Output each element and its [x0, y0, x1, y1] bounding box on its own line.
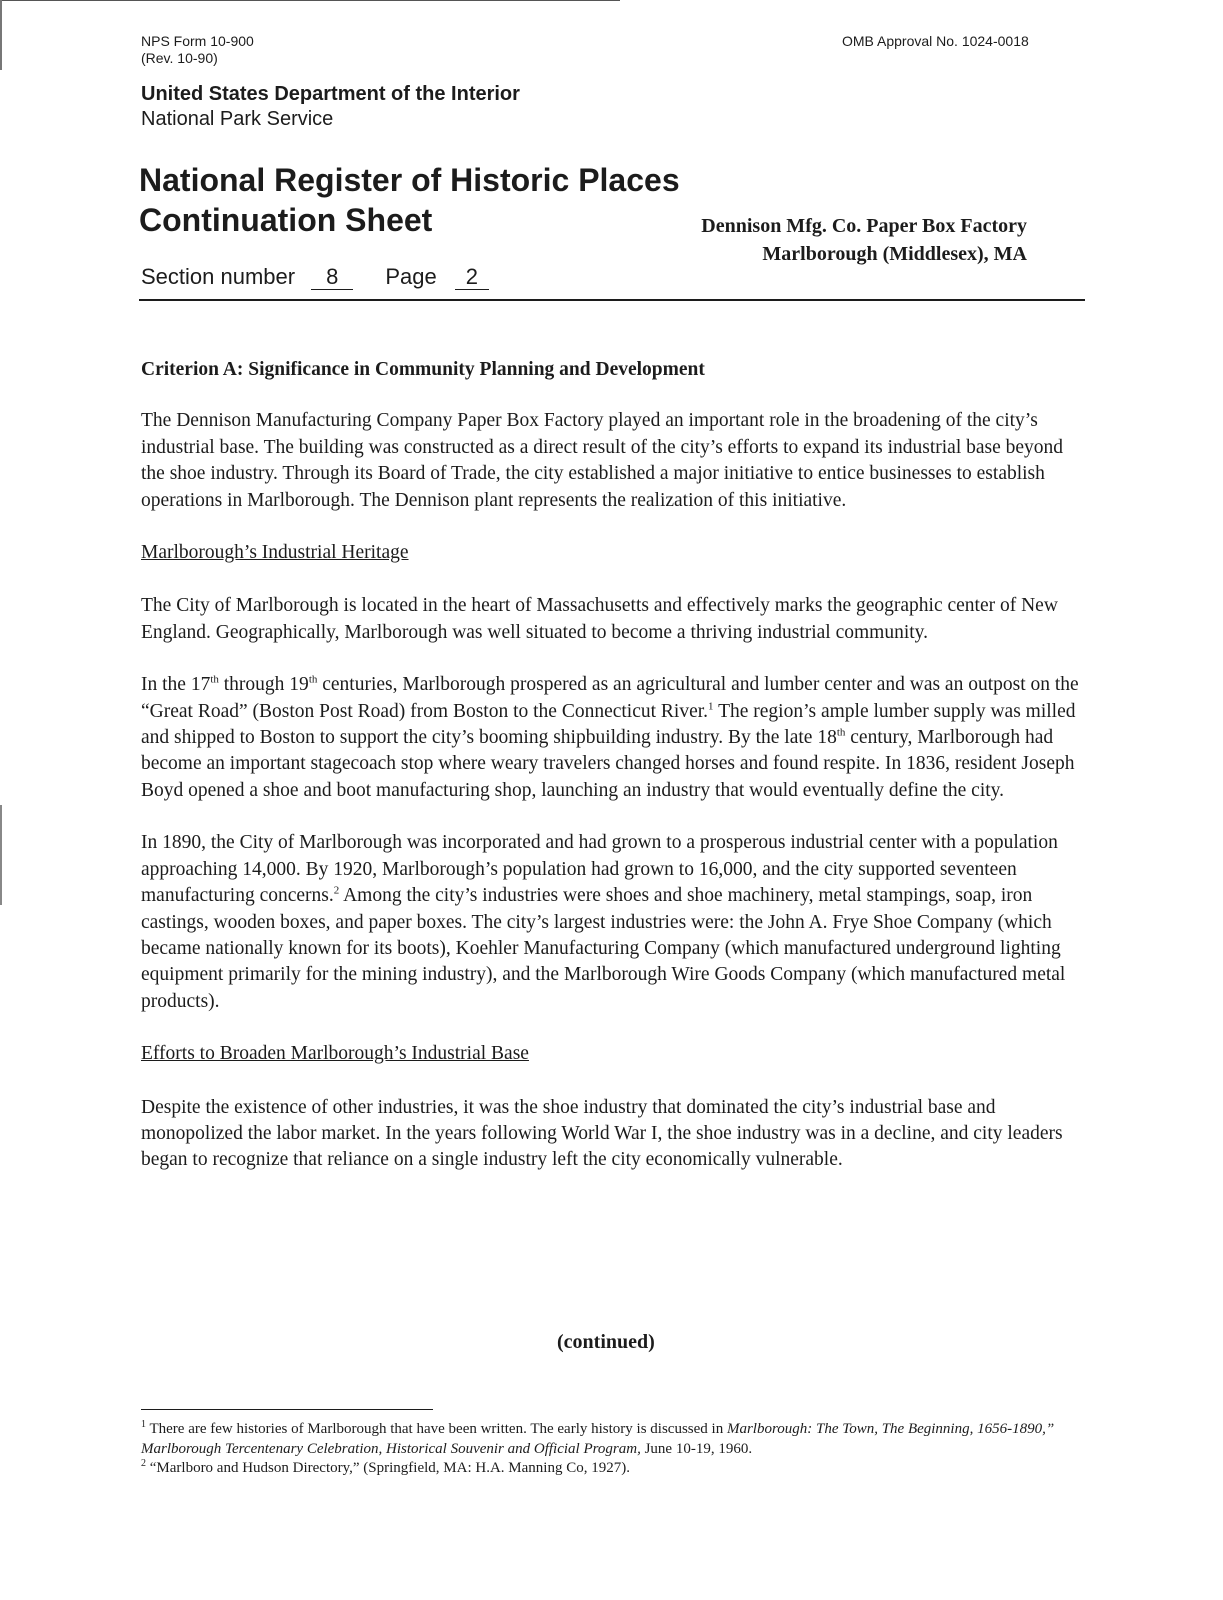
subheading-industrial-heritage: Marlborough’s Industrial Heritage — [141, 542, 409, 564]
footnote-reference: 1 — [708, 700, 714, 713]
text-run: The region’s ample lumber supply was milled and shipped to Boston to support the city’s booming shipbuilding industry. By the late 18 — [141, 700, 1076, 749]
paragraph-early-history — [141, 672, 1086, 804]
page-label: Page — [385, 264, 437, 289]
scan-edge-left-lower — [0, 805, 2, 905]
property-info — [701, 212, 1027, 268]
page-number-value: 2 — [455, 265, 489, 290]
text-run: century, Marlborough had become an important stagecoach stop where weary travelers changed horses and found respite. In 1836, resident Joseph Boyd opened a shoe and boot manufacturing shop, launching an industry that would eventually define the city. — [141, 727, 1075, 801]
criterion-heading: Criterion A: Significance in Community Planning and Development — [141, 359, 705, 380]
subheading-broaden-base: Efforts to Broaden Marlborough’s Industrial Base — [141, 1043, 529, 1065]
ordinal-superscript: th — [210, 673, 219, 686]
agency-name: National Park Service — [141, 108, 334, 130]
text-run: “Marlboro and Hudson Directory,” (Springfield, MA: H.A. Manning Co, 1927). — [146, 1460, 630, 1476]
text-run: There are few histories of Marlborough that have been written. The early history is discussed in — [146, 1421, 727, 1437]
paragraph-geography: The City of Marlborough is located in the heart of Massachusetts and effectively marks the geographic center of New England. Geographically, Marlborough was well situated to become a thriving industrial community. — [141, 595, 1058, 643]
footnote-divider — [141, 1409, 433, 1410]
text-run: centuries, Marlborough prospered as an agricultural and lumber center and was an outpost on the “Great Road” (Boston Post Road) from Boston to the Connecticut River. — [141, 674, 1079, 722]
text-run: Among the city’s industries were shoes and shoe machinery, metal stampings, soap, iron castings, wooden boxes, and paper boxes. The city’s largest industries were: the John A. Frye Shoe Company (which became nationally known for its boots), Koehler Manufacturing Company (which manufactured underground lighting equipment primarily for the mining industry), and the Marlborough Wire Goods Company (which manufactured metal products). — [141, 885, 1066, 1012]
form-identifier — [141, 33, 254, 67]
ordinal-superscript: th — [836, 726, 846, 739]
text-run: In 1890, the City of Marlborough was incorporated and had grown to a prosperous industrial center with a population approaching 14,000. By 1920, Marlborough’s population had grown to 16,000, and the city supported seventeen manufacturing concerns. — [141, 832, 1058, 907]
scan-edge-left — [0, 0, 2, 70]
section-page-line — [141, 264, 489, 290]
footnote-1 — [141, 1420, 1086, 1459]
paragraph-incorporation — [141, 830, 1086, 1015]
footnotes — [141, 1420, 1086, 1479]
form-number: NPS Form 10-900 — [141, 33, 254, 49]
footnote-reference: 2 — [333, 884, 340, 897]
ordinal-superscript: th — [308, 673, 318, 686]
footnote-number: 2 — [141, 1458, 146, 1469]
footnote-citation-title: Marlborough: The Town, The Beginning, 1656-1890,” Marlborough Tercentenary Celebration, Historical Souvenir and Official Program, — [141, 1421, 1055, 1457]
section-label: Section number — [141, 264, 296, 289]
paragraph-shoe-industry: Despite the existence of other industries, it was the shoe industry that dominated the city’s industrial base and monopolized the labor market. In the years following World War I, the shoe industry was in a decline, and city leaders began to recognize that reliance on a single industry left the city economically vulnerable. — [141, 1096, 1063, 1171]
text-run: In the 17 — [141, 674, 211, 696]
form-revision: (Rev. 10-90) — [141, 50, 218, 66]
omb-approval: OMB Approval No. 1024-0018 — [842, 33, 1029, 49]
footnote-number: 1 — [141, 1419, 146, 1430]
page-title — [139, 160, 680, 240]
scan-edge-top — [0, 0, 620, 1]
footnote-2 — [141, 1459, 1086, 1479]
title-line-1: National Register of Historic Places — [139, 162, 680, 198]
title-line-2: Continuation Sheet — [139, 202, 433, 238]
text-run: through 19 — [218, 674, 309, 696]
department-name: United States Department of the Interior — [141, 83, 520, 105]
intro-paragraph: The Dennison Manufacturing Company Paper Box Factory played an important role in the broadening of the city’s industrial base. The building was constructed as a direct result of the city’s efforts to expand its industrial base beyond the shoe industry. Through its Board of Trade, the city established a major initiative to entice businesses to establish operations in Marlborough. The Dennison plant represents the realization of this initiative. — [141, 410, 1064, 511]
document-body — [141, 357, 1086, 1200]
header-divider — [139, 299, 1085, 301]
property-location: Marlborough (Middlesex), MA — [762, 243, 1027, 265]
text-run: June 10-19, 1960. — [640, 1440, 753, 1457]
section-number-value: 8 — [311, 265, 353, 290]
property-name: Dennison Mfg. Co. Paper Box Factory — [701, 215, 1027, 237]
continued-marker: (continued) — [557, 1331, 655, 1353]
